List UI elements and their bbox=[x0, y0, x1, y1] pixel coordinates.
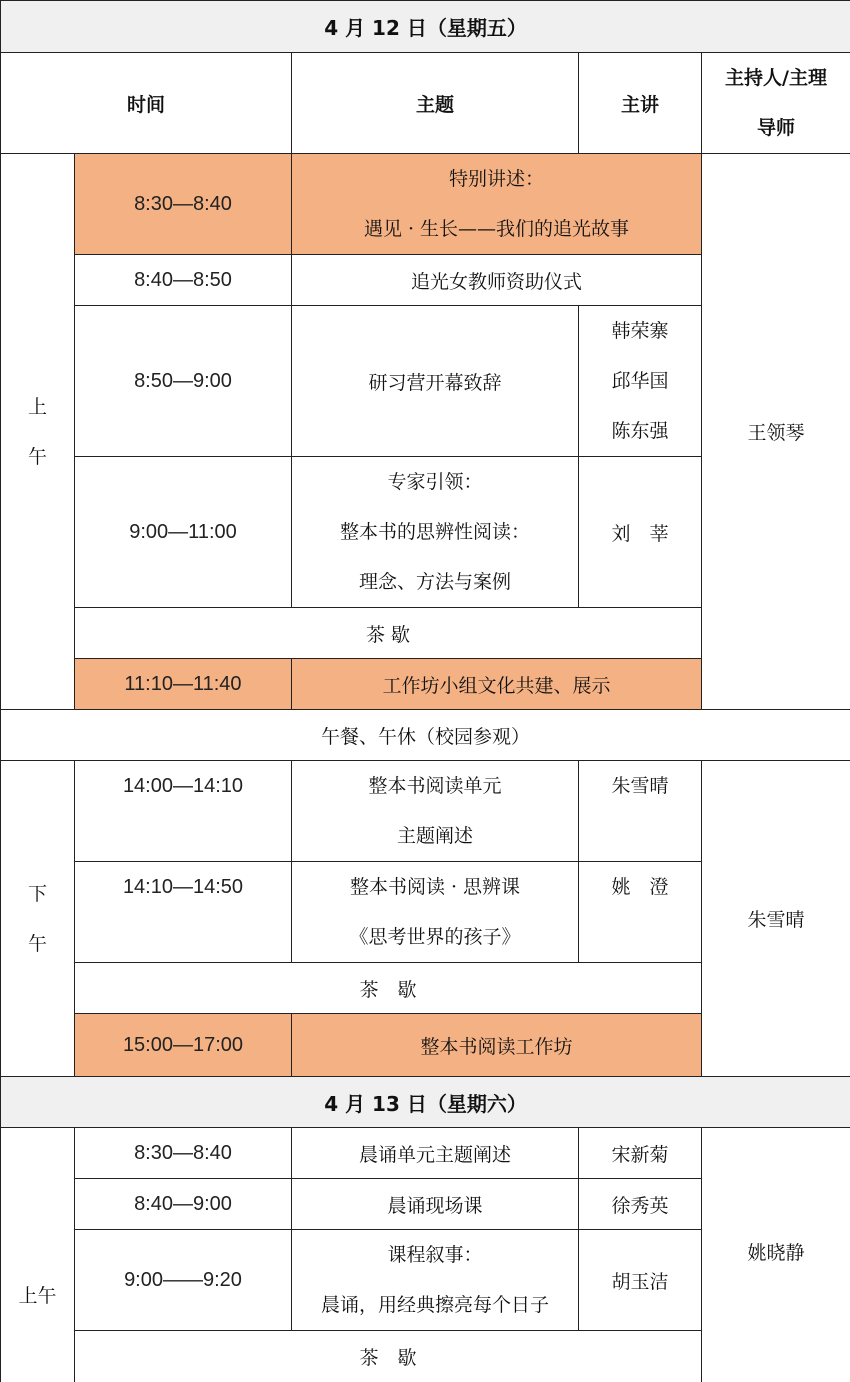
time-cell: 15:00—17:00 bbox=[75, 1014, 292, 1077]
speaker-name: 韩荣寨 bbox=[579, 306, 701, 356]
host-cell: 朱雪晴 bbox=[702, 761, 850, 1077]
time-cell: 11:10—11:40 bbox=[75, 659, 292, 710]
speaker-name: 陈东强 bbox=[579, 406, 701, 456]
topic-cell: 研习营开幕致辞 bbox=[292, 306, 579, 457]
host-cell: 王领琴 bbox=[702, 154, 850, 710]
period-label-afternoon bbox=[1, 761, 75, 1077]
time-cell: 8:30—8:40 bbox=[75, 154, 292, 255]
date-heading: 4 月 12 日（星期五） bbox=[1, 1, 850, 53]
topic-cell bbox=[292, 1230, 579, 1331]
period-char: 下 bbox=[1, 869, 74, 919]
topic-line: 理念、方法与案例 bbox=[292, 557, 578, 607]
speaker-name: 姚 澄 bbox=[579, 862, 701, 912]
period-text: 上午 bbox=[18, 1285, 56, 1307]
speaker-cell bbox=[579, 761, 702, 862]
speaker-cell bbox=[579, 862, 702, 963]
speaker-name: 朱雪晴 bbox=[579, 761, 701, 811]
topic-line: 遇见 · 生长——我们的追光故事 bbox=[292, 204, 701, 254]
time-cell: 9:00—11:00 bbox=[75, 457, 292, 608]
table-row bbox=[1, 1128, 850, 1179]
time-cell: 9:00——9:20 bbox=[75, 1230, 292, 1331]
topic-line: 课程叙事： bbox=[292, 1230, 578, 1280]
topic-cell: 工作坊小组文化共建、展示 bbox=[292, 659, 702, 710]
time-cell: 8:50—9:00 bbox=[75, 306, 292, 457]
tea-break: 茶 歇 bbox=[75, 963, 702, 1014]
speaker-cell: 刘 莘 bbox=[579, 457, 702, 608]
date-row bbox=[1, 1, 850, 53]
speaker-cell: 宋新菊 bbox=[579, 1128, 702, 1179]
topic-line: 整本书阅读 · 思辨课 bbox=[292, 862, 578, 912]
topic-line: 整本书的思辨性阅读： bbox=[292, 507, 578, 557]
topic-cell: 追光女教师资助仪式 bbox=[292, 255, 702, 306]
speaker-cell: 徐秀英 bbox=[579, 1179, 702, 1230]
date-row bbox=[1, 1077, 850, 1128]
tea-break: 茶 歇 bbox=[75, 608, 702, 659]
topic-line: 《思考世界的孩子》 bbox=[292, 912, 578, 962]
time-cell bbox=[75, 862, 292, 963]
header-row bbox=[1, 53, 850, 154]
period-char: 午 bbox=[1, 432, 74, 482]
header-host-line1: 主持人/主理 bbox=[702, 53, 850, 103]
topic-cell bbox=[292, 457, 579, 608]
topic-cell bbox=[292, 862, 579, 963]
topic-line: 晨诵，用经典擦亮每个日子 bbox=[292, 1280, 578, 1330]
speaker-name: 邱华国 bbox=[579, 356, 701, 406]
time-text: 14:10—14:50 bbox=[75, 862, 291, 912]
time-text: 14:00—14:10 bbox=[75, 761, 291, 811]
period-label-morning bbox=[1, 1128, 75, 1382]
topic-cell bbox=[292, 761, 579, 862]
topic-line: 特别讲述： bbox=[292, 154, 701, 204]
topic-cell: 晨诵现场课 bbox=[292, 1179, 579, 1230]
host-cell bbox=[702, 1128, 850, 1382]
topic-cell: 整本书阅读工作坊 bbox=[292, 1014, 702, 1077]
topic-line: 整本书阅读单元 bbox=[292, 761, 578, 811]
header-topic: 主题 bbox=[292, 53, 579, 154]
time-cell bbox=[75, 761, 292, 862]
header-host bbox=[702, 53, 850, 154]
time-cell: 8:30—8:40 bbox=[75, 1128, 292, 1179]
topic-cell bbox=[292, 154, 702, 255]
topic-line: 专家引领： bbox=[292, 457, 578, 507]
table-row bbox=[1, 154, 850, 255]
table-row bbox=[1, 761, 850, 862]
speaker-cell bbox=[579, 306, 702, 457]
tea-break: 茶 歇 bbox=[75, 1331, 702, 1382]
speaker-cell: 胡玉洁 bbox=[579, 1230, 702, 1331]
period-label-morning bbox=[1, 154, 75, 710]
header-host-line2: 导师 bbox=[702, 103, 850, 153]
topic-cell: 晨诵单元主题阐述 bbox=[292, 1128, 579, 1179]
period-char: 午 bbox=[1, 919, 74, 969]
time-cell: 8:40—9:00 bbox=[75, 1179, 292, 1230]
time-cell: 8:40—8:50 bbox=[75, 255, 292, 306]
period-char: 上 bbox=[1, 382, 74, 432]
header-speaker: 主讲 bbox=[579, 53, 702, 154]
date-heading: 4 月 13 日（星期六） bbox=[1, 1077, 850, 1128]
lunch-row bbox=[1, 710, 850, 761]
topic-line: 主题阐述 bbox=[292, 811, 578, 861]
header-time: 时间 bbox=[1, 53, 292, 154]
lunch-cell: 午餐、午休（校园参观） bbox=[1, 710, 850, 761]
host-name: 姚晓静 bbox=[748, 1242, 805, 1264]
